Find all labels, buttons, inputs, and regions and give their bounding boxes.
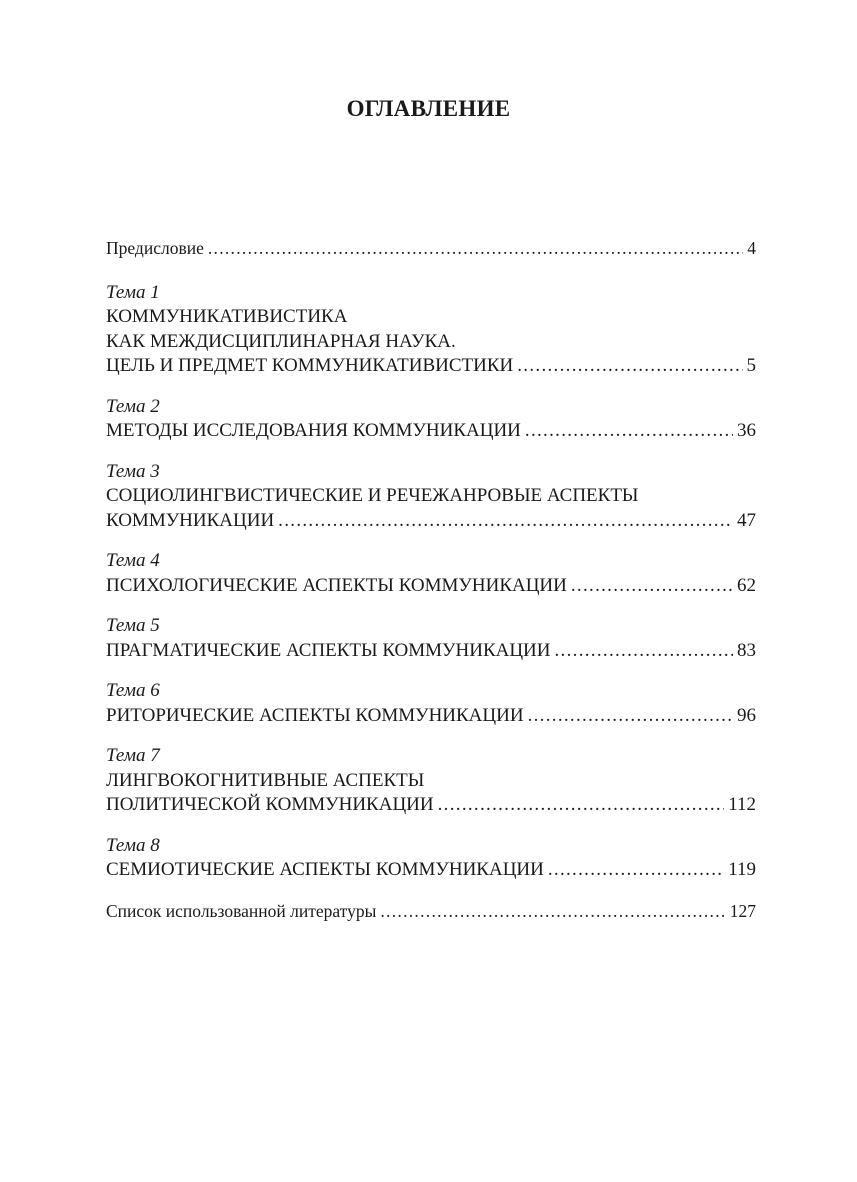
toc-entry-topic-4	[106, 549, 756, 598]
topic-title-line: МЕТОДЫ ИССЛЕДОВАНИЯ КОММУНИКАЦИИ	[106, 420, 521, 441]
topic-label: Тема 2	[106, 395, 160, 417]
toc-page-number: 96	[737, 704, 756, 726]
dot-leader	[525, 419, 733, 444]
topic-title-line: ПСИХОЛОГИЧЕСКИЕ АСПЕКТЫ КОММУНИКАЦИИ	[106, 574, 567, 596]
toc-entry-label: Список использованной литературы	[106, 900, 377, 921]
topic-label: Тема 3	[106, 460, 160, 482]
toc-entry-topic-7	[106, 744, 756, 818]
toc-entry-topic-2	[106, 395, 756, 444]
toc-entry-topic-6	[106, 679, 756, 728]
topic-label: Тема 5	[106, 615, 160, 636]
topic-title-line: КАК МЕЖДИСЦИПЛИНАРНАЯ НАУКА.	[106, 330, 456, 352]
topic-label: Тема 6	[106, 680, 160, 701]
toc-entry-preface	[106, 236, 756, 261]
topic-title-line: ПОЛИТИЧЕСКОЙ КОММУНИКАЦИИ	[106, 794, 434, 815]
dot-leader	[380, 899, 725, 924]
dot-leader	[571, 574, 733, 599]
toc-entry-bibliography	[106, 899, 756, 924]
topic-label: Тема 1	[106, 281, 160, 303]
dot-leader	[438, 793, 725, 818]
topic-title-line: КОММУНИКАЦИИ	[106, 509, 275, 531]
dot-leader	[528, 704, 733, 729]
toc-entry-label: Предисловие	[106, 238, 204, 258]
toc-page-number: 47	[737, 509, 756, 531]
toc-page-number: 36	[737, 420, 756, 441]
page-title: ОГЛАВЛЕНИЕ	[346, 96, 511, 121]
topic-label: Тема 8	[106, 834, 160, 856]
topic-title-line: ЛИНГВОКОГНИТИВНЫЕ АСПЕКТЫ	[106, 769, 425, 791]
topic-title-line: СОЦИОЛИНГВИСТИЧЕСКИЕ И РЕЧЕЖАНРОВЫЕ АСПЕКТЫ	[106, 485, 639, 506]
toc-entry-topic-5	[106, 614, 756, 663]
toc-page-number: 4	[747, 238, 756, 258]
dot-leader	[548, 858, 724, 883]
toc-page-number: 5	[746, 355, 756, 376]
topic-title-line: СЕМИОТИЧЕСКИЕ АСПЕКТЫ КОММУНИКАЦИИ	[106, 859, 544, 880]
toc-page-number: 62	[737, 574, 756, 596]
dot-leader	[517, 354, 742, 379]
toc-page-number: 83	[737, 639, 756, 661]
toc-entry-topic-1	[106, 281, 756, 379]
dot-leader	[278, 509, 733, 534]
toc-page-number: 127	[729, 900, 756, 921]
table-of-contents	[106, 236, 756, 939]
dot-leader	[555, 639, 734, 664]
dot-leader	[208, 236, 743, 261]
topic-label: Тема 7	[106, 745, 160, 766]
topic-label: Тема 4	[106, 550, 160, 571]
toc-entry-topic-3	[106, 460, 756, 534]
topic-title-line: ЦЕЛЬ И ПРЕДМЕТ КОММУНИКАТИВИСТИКИ	[106, 355, 514, 376]
toc-entry-topic-8	[106, 834, 756, 883]
topic-title-line: ПРАГМАТИЧЕСКИЕ АСПЕКТЫ КОММУНИКАЦИИ	[106, 639, 551, 661]
toc-page-number: 119	[728, 859, 756, 880]
topic-title-line: РИТОРИЧЕСКИЕ АСПЕКТЫ КОММУНИКАЦИИ	[106, 704, 524, 726]
toc-page-number: 112	[728, 794, 756, 815]
topic-title-line: КОММУНИКАТИВИСТИКА	[106, 306, 348, 327]
